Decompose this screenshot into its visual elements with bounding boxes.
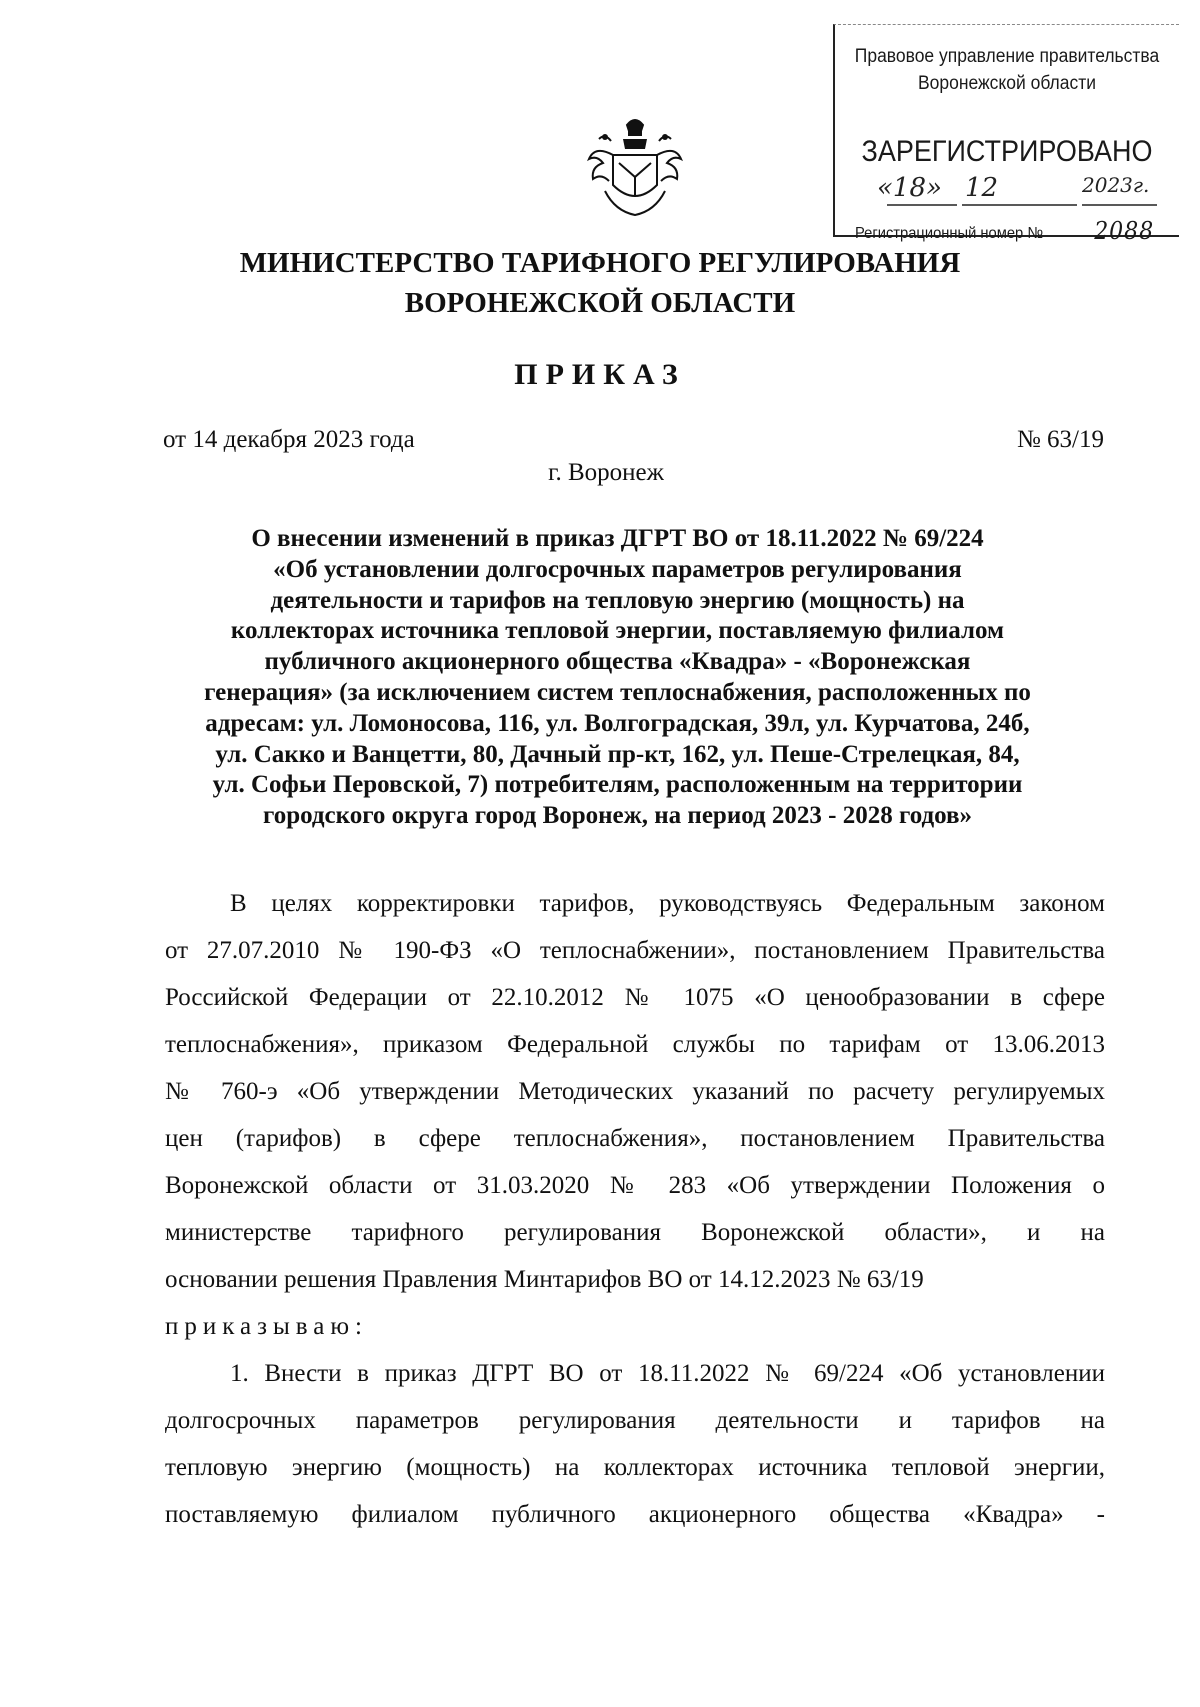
registration-stamp	[833, 24, 1179, 245]
document-number: № 63/19	[1016, 426, 1104, 453]
stamp-date	[877, 173, 1167, 209]
stamp-date-month: 12	[965, 173, 999, 203]
heading-line: деятельности и тарифов на тепловую энергию (мощность) на	[270, 586, 965, 614]
ministry-title	[0, 243, 1200, 323]
document-date: от 14 декабря 2023 года	[163, 426, 415, 453]
heading-line: городского округа город Воронеж, на период 2023 - 2028 годов»	[262, 802, 973, 830]
stamp-registered-label: ЗАРЕГИСТРИРОВАНО	[861, 135, 1153, 168]
heading-line: адресам: ул. Ломоносова, 116, ул. Волгоградская, 39л, ул. Курчатова, 24б,	[205, 709, 1030, 737]
stamp-reg-number: 2088	[1094, 217, 1155, 245]
stamp-department-line2: Воронежской области	[917, 73, 1096, 94]
body-line: 1. Внести в приказ ДГРТ ВО от 18.11.2022 № 69/224 «Об установлении	[230, 1360, 1105, 1387]
body-line: долгосрочных параметров регулирования деятельности и тарифов на	[165, 1407, 1105, 1434]
stamp-department-line1: Правовое управление правительства	[854, 46, 1160, 67]
document-city: г. Воронеж	[548, 459, 664, 486]
heading-line: «Об установлении долгосрочных параметров регулирования	[273, 555, 962, 583]
heading-line: коллекторах источника тепловой энергии, поставляемую филиалом	[230, 617, 1005, 645]
body-line: основании решения Правления Минтарифов ВО от 14.12.2023 № 63/19	[165, 1266, 924, 1293]
order-word: приказываю:	[165, 1313, 368, 1340]
heading-line: ул. Сакко и Ванцетти, 80, Дачный пр-кт, 162, ул. Пеше-Стрелецкая, 84,	[215, 740, 1020, 768]
ministry-title-line1: МИНИСТЕРСТВО ТАРИФНОГО РЕГУЛИРОВАНИЯ	[239, 247, 961, 279]
stamp-date-year: 2023г.	[1082, 173, 1150, 197]
body-line: министерстве тарифного регулирования Воронежской области», и на	[165, 1219, 1105, 1246]
stamp-registration-line	[855, 217, 1155, 245]
body-line: поставляемую филиалом публичного акционерного общества «Квадра» -	[165, 1501, 1105, 1528]
body-line: Российской Федерации от 22.10.2012 № 1075 «О ценообразовании в сфере	[165, 984, 1105, 1011]
body-line: Воронежской области от 31.03.2020 № 283 «Об утверждении Положения о	[165, 1172, 1105, 1199]
coat-of-arms-icon	[575, 115, 695, 223]
document-heading	[150, 524, 1085, 832]
stamp-date-day: «18»	[877, 173, 942, 203]
body-line: В целях корректировки тарифов, руководствуясь Федеральным законом	[230, 890, 1105, 917]
heading-line: генерация» (за исключением систем теплоснабжения, расположенных по	[204, 678, 1031, 706]
body-line: от 27.07.2010 № 190-ФЗ «О теплоснабжении», постановлением Правительства	[165, 937, 1105, 964]
document-type: ПРИКАЗ	[514, 358, 686, 391]
ministry-title-line2: ВОРОНЕЖСКОЙ ОБЛАСТИ	[404, 287, 796, 319]
body-line: тепловую энергию (мощность) на коллекторах источника тепловой энергии,	[165, 1454, 1105, 1481]
body-line: цен (тарифов) в сфере теплоснабжения», постановлением Правительства	[165, 1125, 1105, 1152]
stamp-date-underline	[877, 177, 1167, 209]
heading-line: ул. Софьи Перовской, 7) потребителям, расположенным на территории	[212, 771, 1023, 799]
document-body	[165, 880, 1105, 1538]
heading-line: О внесении изменений в приказ ДГРТ ВО от 18.11.2022 № 69/224	[251, 525, 984, 552]
stamp-department	[849, 43, 1165, 97]
heading-line: публичного акционерного общества «Квадра» - «Воронежская	[264, 648, 971, 676]
body-line: теплоснабжения», приказом Федеральной службы по тарифам от 13.06.2013	[165, 1031, 1105, 1058]
body-line: № 760-э «Об утверждении Методических указаний по расчету регулируемых	[165, 1078, 1105, 1105]
stamp-reg-label: Регистрационный номер №	[855, 225, 1044, 242]
